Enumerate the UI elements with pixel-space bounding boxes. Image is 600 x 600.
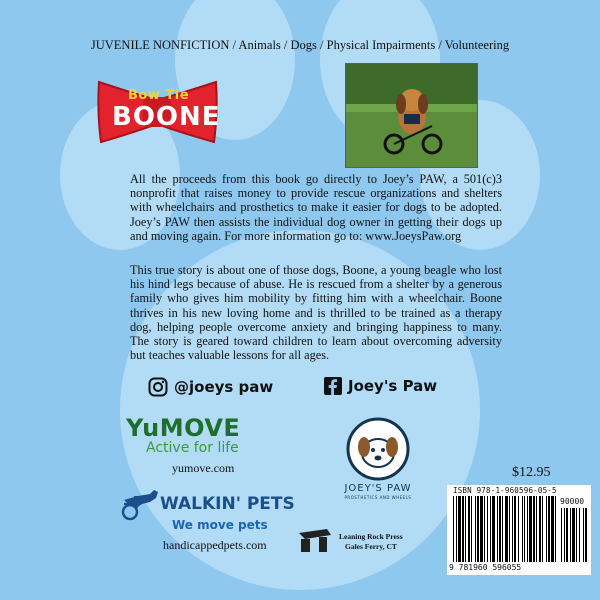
barcode-bar [492, 496, 495, 562]
barcode-bar [579, 508, 580, 562]
barcode-bar [585, 508, 587, 562]
proceeds-paragraph: All the proceeds from this book go directly to Joey’s PAW, a 501(c)3 nonprofit that raises money to provide rescue organizations and shelters with wheelchairs and prosthetics to make it easier for dogs to be adopted. Joey’s PAW then assists the individual dog owner in getting their dogs up and moving again. For more information go to: www.JoeysPaw.org [130, 172, 502, 243]
barcode-bar [572, 508, 575, 562]
barcode-bar [518, 496, 519, 562]
barcode-bar [484, 496, 485, 562]
joeys-paw-dog-logo [346, 417, 410, 481]
barcode-bar [480, 496, 483, 562]
barcode-bar [583, 508, 584, 562]
walkin-pets-url: handicappedpets.com [163, 538, 267, 552]
barcode-bars [451, 496, 589, 564]
walkin-pets-dog-icon [120, 486, 162, 522]
barcode-bar [542, 496, 543, 562]
barcode-bar [468, 496, 470, 562]
yumove-url: yumove.com [172, 461, 235, 475]
category-line: JUVENILE NONFICTION / Animals / Dogs / Physical Impairments / Volunteering [90, 38, 510, 52]
joeys-paw-subtitle: PROSTHETICS AND WHEELS [344, 495, 412, 500]
barcode-bar [458, 496, 461, 562]
story-paragraph: This true story is about one of those dogs, Boone, a young beagle who lost his hind legs because of abuse. He is rescued from a shelter by a generous family who gives him mobility by fitting him with a wheelchair. Boone thrives in his new loving home and is thrilled to be trained as a therapy dog, helping people overcome anxiety and bringing happiness to many. The story is geared toward children to learn about overcoming adversity but teaches valuable lessons for all ages. [130, 263, 502, 363]
barcode-bar [561, 508, 562, 562]
barcode-bar [522, 496, 523, 562]
yumove-tagline: Active for life [146, 440, 239, 456]
barcode-bar [555, 496, 556, 562]
barcode-bar [529, 496, 532, 562]
publisher-name: Leaning Rock Press [339, 532, 403, 541]
barcode-bar [539, 496, 541, 562]
barcode-bar [533, 496, 535, 562]
logo-bow-tie-text: Bow Tie [128, 88, 190, 103]
barcode-bar [514, 496, 516, 562]
barcode-bar [548, 496, 550, 562]
barcode-bar [527, 496, 528, 562]
barcode-bar [497, 496, 498, 562]
yumove-name: YuMOVE [126, 414, 241, 442]
barcode-bar [477, 496, 479, 562]
barcode-bar [524, 496, 525, 562]
book-price: $12.95 [512, 465, 551, 480]
instagram-icon [148, 377, 168, 397]
facebook-handle-text: Joey's Paw [348, 377, 438, 395]
barcode-bar [509, 496, 510, 562]
barcode-bar [453, 496, 454, 562]
barcode-bar [566, 508, 568, 562]
publisher-location: Gales Ferry, CT [345, 542, 397, 551]
barcode-bar [475, 496, 476, 562]
barcode-bar [490, 496, 491, 562]
barcode-bar [502, 496, 503, 562]
barcode-bar [456, 496, 457, 562]
barcode-bar [576, 508, 577, 562]
barcode-bar [546, 496, 547, 562]
joeys-paw-name: JOEY'S PAW [344, 483, 412, 494]
facebook-handle [324, 377, 437, 395]
barcode-bar [505, 496, 508, 562]
barcode-bar [512, 496, 513, 562]
walkin-pets-tagline: We move pets [172, 518, 268, 532]
instagram-handle-text: @joeys paw [174, 378, 274, 396]
price-code: 90000 [560, 497, 585, 506]
yumove-logo [126, 414, 240, 456]
barcode-bar [471, 496, 472, 562]
barcode-bar [499, 496, 501, 562]
facebook-icon [324, 377, 342, 395]
logo-boone-text: BOONE [112, 102, 221, 132]
barcode-bar [465, 496, 466, 562]
dog-in-wheelchair-photo [345, 63, 478, 168]
leaning-rock-icon [297, 527, 335, 553]
barcode-bar [487, 496, 488, 562]
barcode-bar [564, 508, 565, 562]
barcode-number: 9 781960 596055 [449, 563, 522, 572]
instagram-handle [148, 377, 273, 397]
walkin-pets-name: WALKIN' PETS [160, 494, 295, 514]
barcode-bar [536, 496, 537, 562]
barcode-bar [570, 508, 571, 562]
barcode-bar [462, 496, 464, 562]
isbn-text: ISBN 978-1-960596-05-5 [453, 486, 557, 495]
barcode-bar [551, 496, 554, 562]
